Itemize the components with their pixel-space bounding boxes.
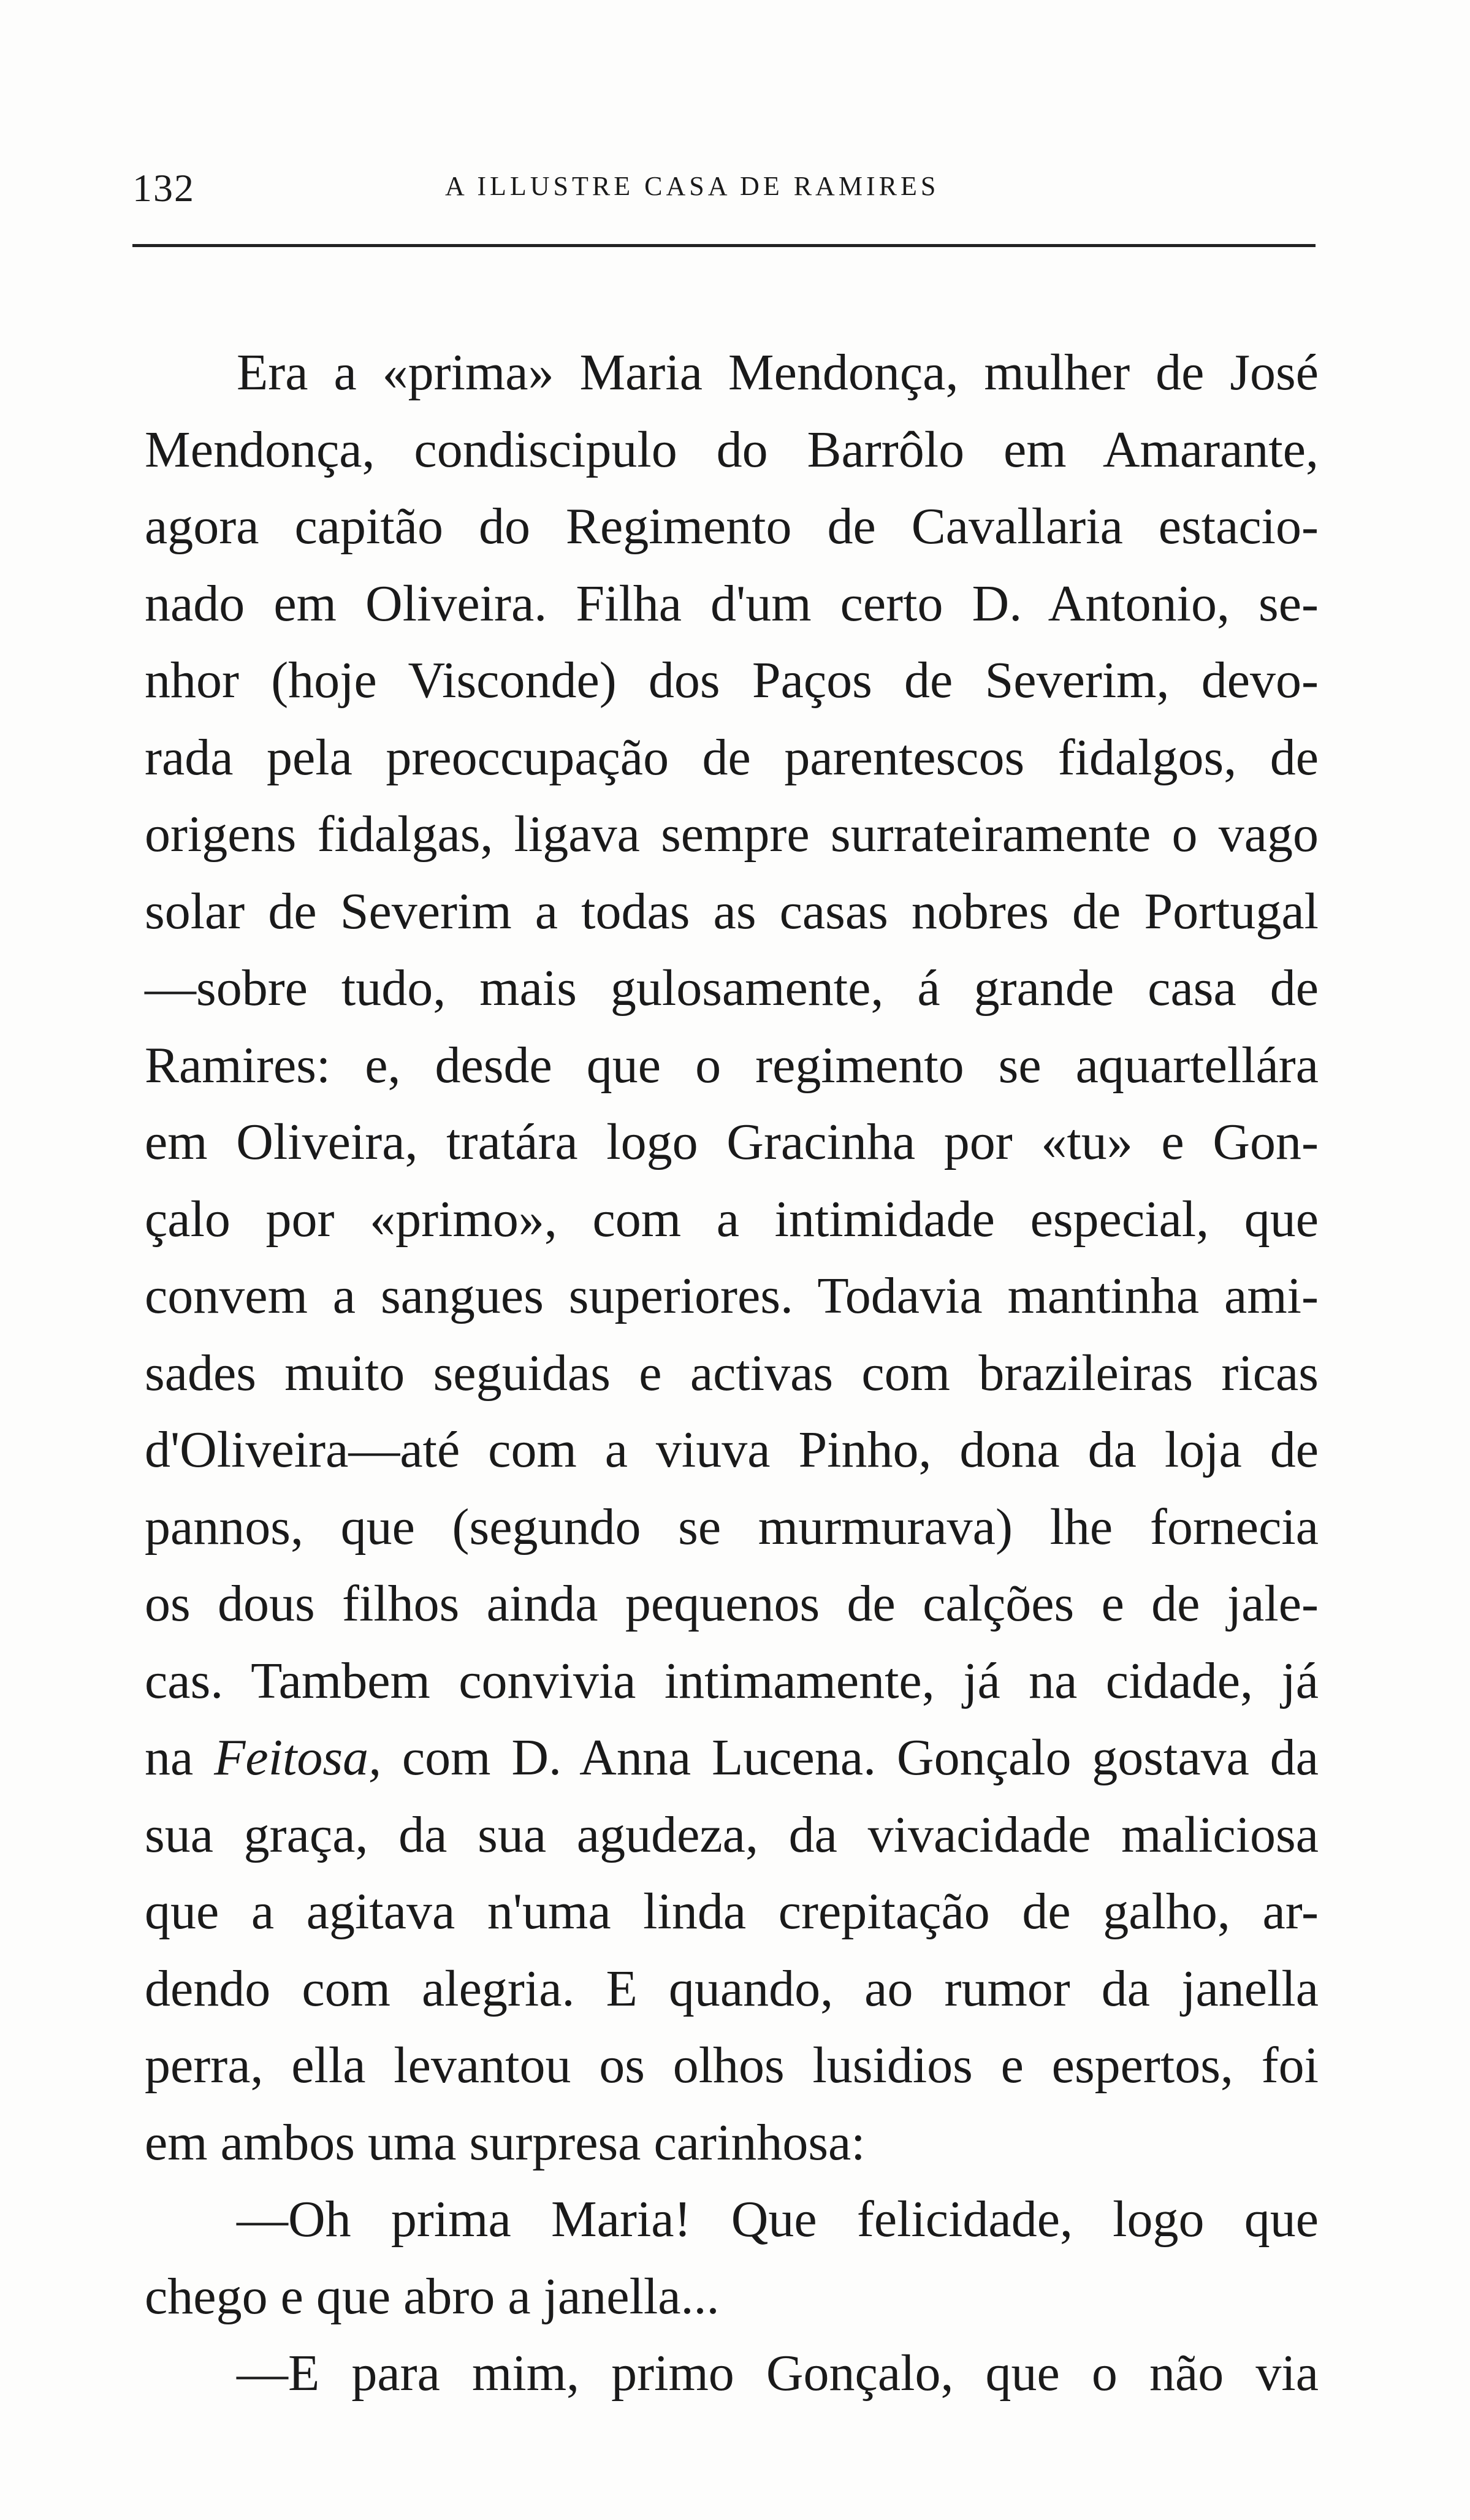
text-line: —sobre tudo, mais gulosamente, á grande casa de	[145, 960, 1319, 1017]
text-line: Ramires: e, desde que o regimento se aquartellára	[145, 1036, 1319, 1094]
dialogue-line: —E para mim, primo Gonçalo, que o não via	[237, 2345, 1319, 2402]
text-line: d'Oliveira—até com a viuva Pinho, dona da loja de	[145, 1421, 1319, 1478]
dialogue-line: —Oh prima Maria! Que felicidade, logo que	[237, 2191, 1319, 2248]
text-line: os dous filhos ainda pequenos de calções e de jale-	[145, 1575, 1319, 1632]
text-line: perra, ella levantou os olhos lusidios e espertos, foi	[145, 2037, 1319, 2094]
text-line: cas. Tambem convivia intimamente, já na cidade, já	[145, 1652, 1319, 1709]
body-text	[145, 334, 1319, 2412]
text-line: nado em Oliveira. Filha d'um certo D. Antonio, se-	[145, 575, 1319, 632]
running-title: A ILLUSTRE CASA DE RAMIRES	[445, 171, 940, 201]
text-fragment: na	[145, 1729, 215, 1786]
text-line: Era a «prima» Maria Mendonça, mulher de José	[237, 344, 1319, 401]
text-line: que a agitava n'uma linda crepitação de galho, ar-	[145, 1883, 1319, 1940]
text-line: origens fidalgas, ligava sempre surrateiramente o vago	[145, 806, 1319, 863]
italic-title: Feitosa,	[214, 1729, 382, 1786]
text-fragment: com D. Anna Lucena. Gonçalo gostava da	[381, 1729, 1319, 1786]
text-line: rada pela preoccupação de parentescos fidalgos, de	[145, 728, 1319, 786]
text-line: pannos, que (segundo se murmurava) lhe fornecia	[145, 1498, 1319, 1556]
page-header	[132, 166, 1316, 215]
text-line: dendo com alegria. E quando, ao rumor da janella	[145, 1960, 1319, 2017]
text-line: Mendonça, condiscipulo do Barrôlo em Amarante,	[145, 421, 1319, 478]
page-number: 132	[132, 166, 195, 210]
text-line: solar de Severim a todas as casas nobres de Portugal	[145, 882, 1319, 940]
text-line: agora capitão do Regimento de Cavallaria estacio-	[145, 498, 1319, 555]
header-rule	[132, 244, 1316, 247]
text-line: nhor (hoje Visconde) dos Paços de Severim, devo-	[145, 652, 1319, 709]
text-line: em Oliveira, tratára logo Gracinha por «tu» e Gon-	[145, 1113, 1319, 1170]
text-line: sua graça, da sua agudeza, da vivacidade maliciosa	[145, 1806, 1319, 1863]
text-line: convem a sangues superiores. Todavia mantinha ami-	[145, 1267, 1319, 1324]
text-line: chego e que abro a janella...	[145, 2267, 720, 2325]
text-line: sades muito seguidas e activas com brazileiras ricas	[145, 1344, 1319, 1402]
text-line: em ambos uma surpresa carinhosa:	[145, 2113, 866, 2171]
text-line: çalo por «primo», com a intimidade especial, que	[145, 1190, 1319, 1248]
text-line-italic-title	[145, 1719, 1319, 1796]
